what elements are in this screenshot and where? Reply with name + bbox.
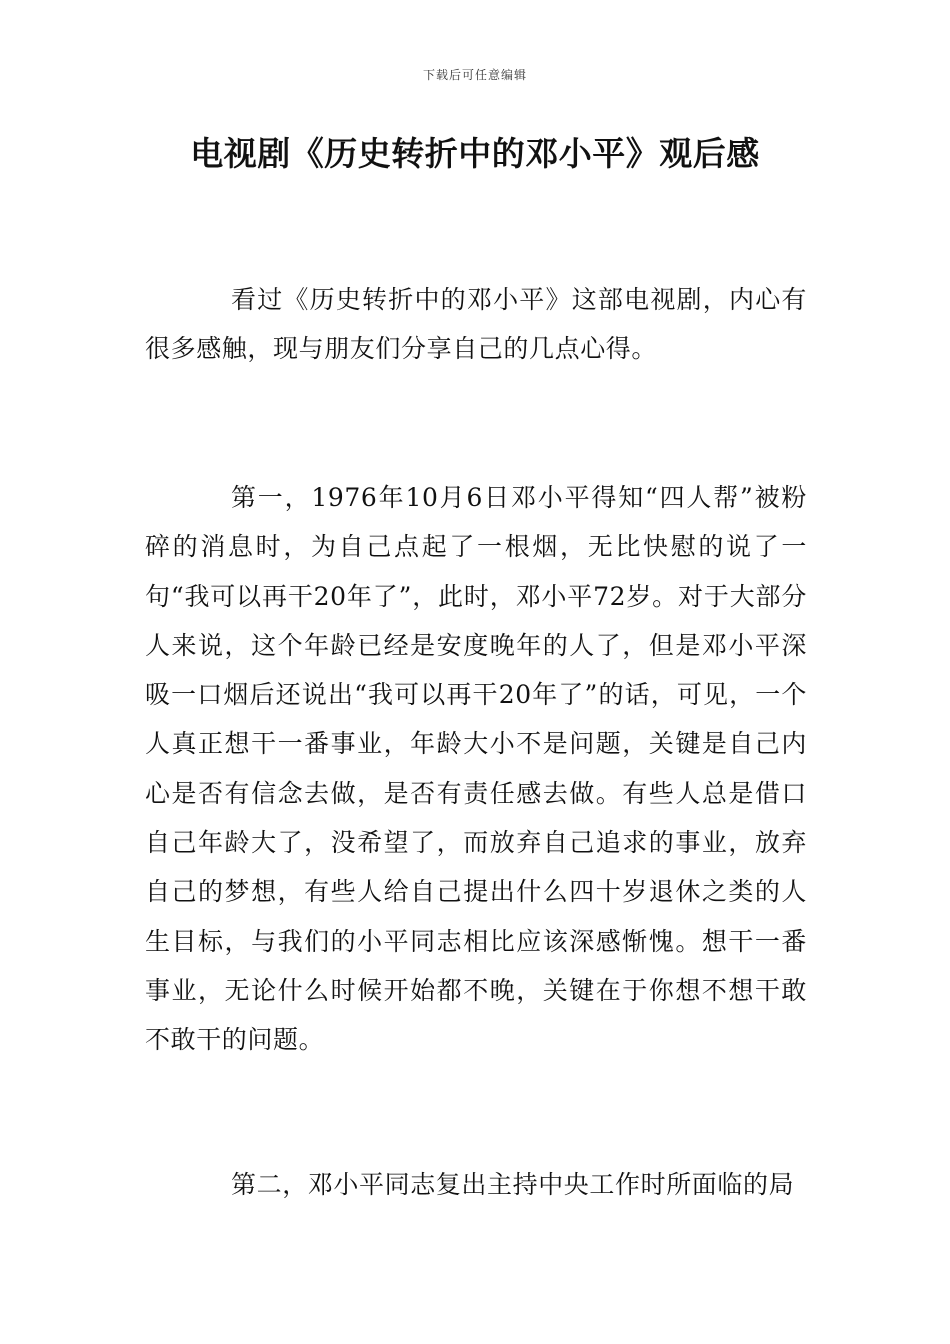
- paragraph-first-point: 第一，1976年10月6日邓小平得知“四人帮”被粉碎的消息时，为自己点起了一根烟，无比快慰的说了一句“我可以再干20年了”，此时，邓小平72岁。对于大部分人来说，这个年龄已经是安度晚年的人了，但是邓小平深吸一口烟后还说出“我可以再干20年了”的话，可见，一个人真正想干一番事业，年龄大小不是问题，关键是自己内心是否有信念去做，是否有责任感去做。有些人总是借口自己年龄大了，没希望了，而放弃自己追求的事业，放弃自己的梦想，有些人给自己提出什么四十岁退休之类的人生目标，与我们的小平同志相比应该深感惭愧。想干一番事业，无论什么时候开始都不晚，关键在于你想不想干敢不敢干的问题。: [145, 483, 807, 1055]
- header-note: 下载后可任意编辑: [422, 68, 527, 82]
- paragraph-intro: 看过《历史转折中的邓小平》这部电视剧，内心有很多感触，现与朋友们分享自己的几点心得。: [145, 285, 807, 364]
- paragraph-second-point: 第二，邓小平同志复出主持中央工作时所面临的局: [231, 1170, 795, 1199]
- document-title: 电视剧《历史转折中的邓小平》观后感: [190, 134, 760, 173]
